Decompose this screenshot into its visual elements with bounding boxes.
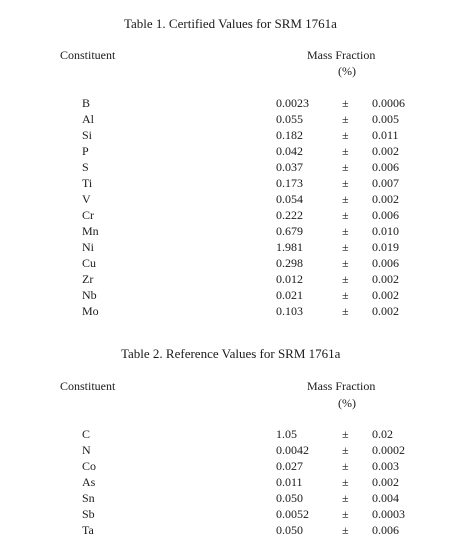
table-row <box>0 223 456 239</box>
constituent-cell: S <box>82 160 89 174</box>
plus-minus-sign: ± <box>342 224 349 238</box>
mass-fraction-value-cell: 0.050 <box>276 523 303 537</box>
constituent-cell: B <box>82 96 91 110</box>
plus-minus-sign: ± <box>342 96 349 110</box>
table1-header-unit: (%) <box>338 64 356 78</box>
constituent-cell: N <box>82 443 91 457</box>
table-row <box>0 127 456 143</box>
uncertainty-cell: 0.002 <box>372 144 399 158</box>
table-row <box>0 191 456 207</box>
uncertainty-cell: 0.003 <box>372 459 399 473</box>
table-row <box>0 95 456 111</box>
uncertainty-cell: 0.005 <box>372 112 399 126</box>
table-row <box>0 159 456 175</box>
table-row <box>0 303 456 319</box>
constituent-cell: P <box>82 144 89 158</box>
uncertainty-cell: 0.002 <box>372 288 399 302</box>
table-row <box>0 506 456 522</box>
plus-minus-sign: ± <box>342 475 349 489</box>
table2-title: Table 2. Reference Values for SRM 1761a <box>121 346 341 361</box>
plus-minus-sign: ± <box>342 288 349 302</box>
mass-fraction-value-cell: 1.05 <box>276 427 297 441</box>
constituent-cell: V <box>82 192 91 206</box>
plus-minus-sign: ± <box>342 240 349 254</box>
table-row <box>0 287 456 303</box>
constituent-cell: Sn <box>82 491 95 505</box>
plus-minus-sign: ± <box>342 272 349 286</box>
mass-fraction-value-cell: 0.173 <box>276 176 303 190</box>
uncertainty-cell: 0.006 <box>372 523 399 537</box>
uncertainty-cell: 0.011 <box>372 128 399 142</box>
plus-minus-sign: ± <box>342 160 349 174</box>
mass-fraction-value-cell: 0.0052 <box>276 507 309 521</box>
uncertainty-cell: 0.006 <box>372 160 399 174</box>
constituent-cell: Cr <box>82 208 94 222</box>
constituent-cell: Ta <box>82 523 94 537</box>
plus-minus-sign: ± <box>342 144 349 158</box>
plus-minus-sign: ± <box>342 176 349 190</box>
constituent-cell: Nb <box>82 288 97 302</box>
constituent-cell: Si <box>82 128 93 142</box>
plus-minus-sign: ± <box>342 507 349 521</box>
constituent-cell: Sb <box>82 507 95 521</box>
mass-fraction-value-cell: 0.298 <box>276 256 303 270</box>
table1-header-constituent: Constituent <box>60 48 116 62</box>
constituent-cell: As <box>82 475 96 489</box>
uncertainty-cell: 0.002 <box>372 272 399 286</box>
table-row <box>0 175 456 191</box>
table-row <box>0 490 456 506</box>
mass-fraction-value-cell: 0.027 <box>276 459 303 473</box>
table-row <box>0 239 456 255</box>
mass-fraction-value-cell: 0.0042 <box>276 443 309 457</box>
plus-minus-sign: ± <box>342 491 349 505</box>
uncertainty-cell: 0.002 <box>372 475 399 489</box>
plus-minus-sign: ± <box>342 128 349 142</box>
plus-minus-sign: ± <box>342 192 349 206</box>
mass-fraction-value-cell: 0.011 <box>276 475 303 489</box>
table1-title: Table 1. Certified Values for SRM 1761a <box>124 16 337 31</box>
uncertainty-cell: 0.004 <box>372 491 399 505</box>
uncertainty-cell: 0.006 <box>372 256 399 270</box>
constituent-cell: Ti <box>82 176 93 190</box>
plus-minus-sign: ± <box>342 208 349 222</box>
table2-header-unit: (%) <box>338 396 356 410</box>
constituent-cell: Al <box>82 112 94 126</box>
table-row <box>0 522 456 538</box>
constituent-cell: Cu <box>82 256 97 270</box>
constituent-cell: Zr <box>82 272 94 286</box>
uncertainty-cell: 0.0006 <box>372 96 405 110</box>
uncertainty-cell: 0.002 <box>372 192 399 206</box>
mass-fraction-value-cell: 0.055 <box>276 112 303 126</box>
table-row <box>0 111 456 127</box>
table2-header-constituent: Constituent <box>60 379 116 393</box>
uncertainty-cell: 0.010 <box>372 224 399 238</box>
mass-fraction-value-cell: 0.021 <box>276 288 303 302</box>
constituent-cell: Mo <box>82 304 99 318</box>
plus-minus-sign: ± <box>342 256 349 270</box>
mass-fraction-value-cell: 0.222 <box>276 208 303 222</box>
constituent-cell: Co <box>82 459 97 473</box>
uncertainty-cell: 0.0002 <box>372 443 405 457</box>
table-row <box>0 458 456 474</box>
mass-fraction-value-cell: 1.981 <box>276 240 303 254</box>
uncertainty-cell: 0.02 <box>372 427 393 441</box>
plus-minus-sign: ± <box>342 112 349 126</box>
constituent-cell: C <box>82 427 91 441</box>
mass-fraction-value-cell: 0.050 <box>276 491 303 505</box>
table-row <box>0 426 456 442</box>
table2-header-mass-fraction: Mass Fraction <box>307 379 376 393</box>
uncertainty-cell: 0.0003 <box>372 507 405 521</box>
plus-minus-sign: ± <box>342 304 349 318</box>
table-row <box>0 271 456 287</box>
table-row <box>0 255 456 271</box>
table-row <box>0 442 456 458</box>
uncertainty-cell: 0.006 <box>372 208 399 222</box>
mass-fraction-value-cell: 0.037 <box>276 160 303 174</box>
constituent-cell: Mn <box>82 224 99 238</box>
uncertainty-cell: 0.019 <box>372 240 399 254</box>
plus-minus-sign: ± <box>342 523 349 537</box>
table-row <box>0 474 456 490</box>
uncertainty-cell: 0.002 <box>372 304 399 318</box>
plus-minus-sign: ± <box>342 459 349 473</box>
mass-fraction-value-cell: 0.0023 <box>276 96 309 110</box>
table-row <box>0 207 456 223</box>
table-row <box>0 143 456 159</box>
plus-minus-sign: ± <box>342 443 349 457</box>
plus-minus-sign: ± <box>342 427 349 441</box>
uncertainty-cell: 0.007 <box>372 176 399 190</box>
table1-header-mass-fraction: Mass Fraction <box>307 48 376 62</box>
mass-fraction-value-cell: 0.182 <box>276 128 303 142</box>
mass-fraction-value-cell: 0.042 <box>276 144 303 158</box>
mass-fraction-value-cell: 0.012 <box>276 272 303 286</box>
mass-fraction-value-cell: 0.679 <box>276 224 303 238</box>
mass-fraction-value-cell: 0.054 <box>276 192 303 206</box>
constituent-cell: Ni <box>82 240 94 254</box>
mass-fraction-value-cell: 0.103 <box>276 304 303 318</box>
